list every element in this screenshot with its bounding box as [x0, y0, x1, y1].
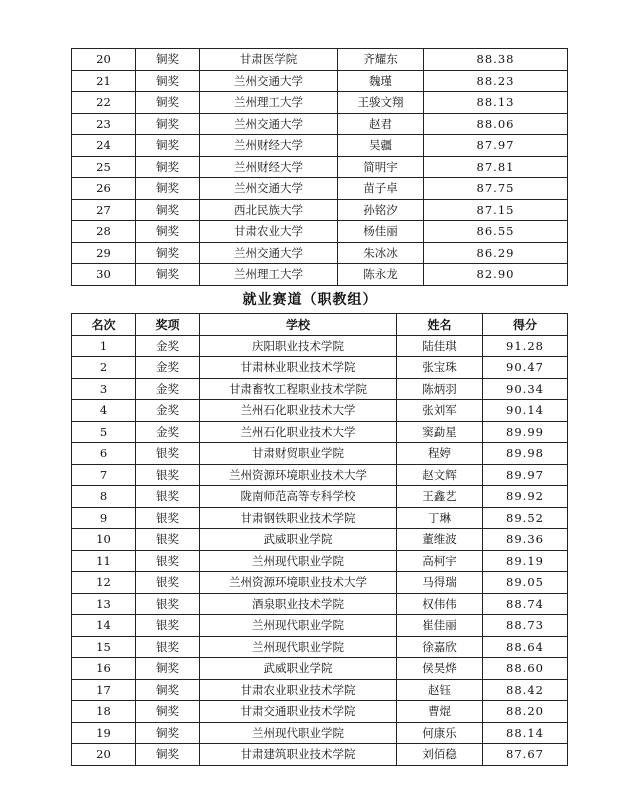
name-cell: 陆佳琪: [397, 335, 483, 357]
score-cell: 82.90: [424, 264, 568, 286]
table-row: [72, 242, 568, 264]
award-cell: 铜奖: [136, 70, 200, 92]
table-row: [72, 550, 568, 572]
award-cell: 银奖: [136, 615, 200, 637]
school-cell: 甘肃农业职业技术学院: [200, 679, 397, 701]
score-cell: 88.42: [483, 679, 568, 701]
score-cell: 89.98: [483, 443, 568, 465]
name-cell: 简明宇: [338, 156, 424, 178]
school-cell: 兰州资源环境职业技术大学: [200, 464, 397, 486]
rank-cell: 6: [72, 443, 136, 465]
name-cell: 魏瑾: [338, 70, 424, 92]
school-cell: 庆阳职业技术学院: [200, 335, 397, 357]
school-cell: 兰州交通大学: [200, 242, 338, 264]
rank-cell: 24: [72, 135, 136, 157]
rank-cell: 21: [72, 70, 136, 92]
rank-cell: 16: [72, 658, 136, 680]
name-cell: 苗子卓: [338, 178, 424, 200]
score-cell: 87.15: [424, 199, 568, 221]
results-table-vocational-body: [72, 335, 568, 765]
award-cell: 铜奖: [136, 658, 200, 680]
score-cell: 89.19: [483, 550, 568, 572]
school-cell: 兰州理工大学: [200, 92, 338, 114]
table-header-row: [72, 314, 568, 336]
score-cell: 88.74: [483, 593, 568, 615]
table-row: [72, 357, 568, 379]
school-cell: 兰州现代职业学院: [200, 636, 397, 658]
school-cell: 兰州现代职业学院: [200, 615, 397, 637]
header-school: 学校: [200, 314, 397, 336]
school-cell: 甘肃建筑职业技术学院: [200, 744, 397, 766]
rank-cell: 17: [72, 679, 136, 701]
award-cell: 银奖: [136, 550, 200, 572]
name-cell: 窦勐星: [397, 421, 483, 443]
rank-cell: 25: [72, 156, 136, 178]
name-cell: 张刘军: [397, 400, 483, 422]
name-cell: 杨佳丽: [338, 221, 424, 243]
award-cell: 铜奖: [136, 221, 200, 243]
table-row: [72, 335, 568, 357]
table-row: [72, 400, 568, 422]
award-cell: 银奖: [136, 464, 200, 486]
score-cell: 89.36: [483, 529, 568, 551]
score-cell: 87.81: [424, 156, 568, 178]
school-cell: 陇南师范高等专科学校: [200, 486, 397, 508]
award-cell: 铜奖: [136, 701, 200, 723]
rank-cell: 4: [72, 400, 136, 422]
score-cell: 90.47: [483, 357, 568, 379]
table-row: [72, 70, 568, 92]
award-cell: 铜奖: [136, 264, 200, 286]
rank-cell: 12: [72, 572, 136, 594]
table-row: [72, 221, 568, 243]
score-cell: 90.14: [483, 400, 568, 422]
school-cell: 兰州石化职业技术大学: [200, 421, 397, 443]
award-cell: 银奖: [136, 636, 200, 658]
name-cell: 张宝珠: [397, 357, 483, 379]
school-cell: 甘肃农业大学: [200, 221, 338, 243]
table-row: [72, 679, 568, 701]
rank-cell: 3: [72, 378, 136, 400]
rank-cell: 23: [72, 113, 136, 135]
score-cell: 86.55: [424, 221, 568, 243]
table-row: [72, 744, 568, 766]
table-row: [72, 178, 568, 200]
award-cell: 银奖: [136, 486, 200, 508]
score-cell: 88.23: [424, 70, 568, 92]
award-cell: 金奖: [136, 335, 200, 357]
table-row: [72, 264, 568, 286]
school-cell: 甘肃财贸职业学院: [200, 443, 397, 465]
name-cell: 程婷: [397, 443, 483, 465]
score-cell: 90.34: [483, 378, 568, 400]
award-cell: 铜奖: [136, 722, 200, 744]
name-cell: 赵钰: [397, 679, 483, 701]
table-row: [72, 378, 568, 400]
name-cell: 陈永龙: [338, 264, 424, 286]
name-cell: 朱冰冰: [338, 242, 424, 264]
rank-cell: 9: [72, 507, 136, 529]
score-cell: 88.64: [483, 636, 568, 658]
name-cell: 王骏文翔: [338, 92, 424, 114]
table-row: [72, 636, 568, 658]
score-cell: 87.75: [424, 178, 568, 200]
award-cell: 铜奖: [136, 242, 200, 264]
table-row: [72, 113, 568, 135]
school-cell: 甘肃林业职业技术学院: [200, 357, 397, 379]
school-cell: 甘肃畜牧工程职业技术学院: [200, 378, 397, 400]
rank-cell: 7: [72, 464, 136, 486]
score-cell: 88.13: [424, 92, 568, 114]
name-cell: 崔佳丽: [397, 615, 483, 637]
award-cell: 金奖: [136, 400, 200, 422]
score-cell: 87.67: [483, 744, 568, 766]
score-cell: 88.38: [424, 49, 568, 71]
score-cell: 88.06: [424, 113, 568, 135]
name-cell: 曹焜: [397, 701, 483, 723]
rank-cell: 13: [72, 593, 136, 615]
school-cell: 兰州交通大学: [200, 178, 338, 200]
rank-cell: 5: [72, 421, 136, 443]
award-cell: 铜奖: [136, 744, 200, 766]
results-table-continued: [71, 48, 568, 286]
rank-cell: 10: [72, 529, 136, 551]
school-cell: 兰州财经大学: [200, 135, 338, 157]
score-cell: 88.20: [483, 701, 568, 723]
name-cell: 赵文辉: [397, 464, 483, 486]
school-cell: 兰州资源环境职业技术大学: [200, 572, 397, 594]
table-row: [72, 722, 568, 744]
name-cell: 丁琳: [397, 507, 483, 529]
school-cell: 甘肃交通职业技术学院: [200, 701, 397, 723]
school-cell: 西北民族大学: [200, 199, 338, 221]
rank-cell: 18: [72, 701, 136, 723]
name-cell: 高柯宇: [397, 550, 483, 572]
score-cell: 88.14: [483, 722, 568, 744]
rank-cell: 20: [72, 744, 136, 766]
table-row: [72, 486, 568, 508]
table-row: [72, 92, 568, 114]
school-cell: 兰州现代职业学院: [200, 550, 397, 572]
score-cell: 89.05: [483, 572, 568, 594]
award-cell: 银奖: [136, 529, 200, 551]
rank-cell: 26: [72, 178, 136, 200]
rank-cell: 29: [72, 242, 136, 264]
rank-cell: 1: [72, 335, 136, 357]
table-row: [72, 658, 568, 680]
score-cell: 89.97: [483, 464, 568, 486]
table-row: [72, 572, 568, 594]
name-cell: 徐嘉欣: [397, 636, 483, 658]
award-cell: 铜奖: [136, 113, 200, 135]
award-cell: 银奖: [136, 507, 200, 529]
name-cell: 陈炳羽: [397, 378, 483, 400]
award-cell: 铜奖: [136, 679, 200, 701]
school-cell: 兰州现代职业学院: [200, 722, 397, 744]
school-cell: 兰州交通大学: [200, 113, 338, 135]
name-cell: 吴疆: [338, 135, 424, 157]
award-cell: 铜奖: [136, 156, 200, 178]
name-cell: 齐耀东: [338, 49, 424, 71]
school-cell: 武威职业学院: [200, 529, 397, 551]
name-cell: 董维波: [397, 529, 483, 551]
name-cell: 王鑫艺: [397, 486, 483, 508]
award-cell: 铜奖: [136, 178, 200, 200]
name-cell: 何康乐: [397, 722, 483, 744]
score-cell: 89.52: [483, 507, 568, 529]
award-cell: 铜奖: [136, 135, 200, 157]
school-cell: 兰州理工大学: [200, 264, 338, 286]
score-cell: 91.28: [483, 335, 568, 357]
award-cell: 铜奖: [136, 92, 200, 114]
header-rank: 名次: [72, 314, 136, 336]
score-cell: 88.73: [483, 615, 568, 637]
school-cell: 兰州财经大学: [200, 156, 338, 178]
table-row: [72, 49, 568, 71]
award-cell: 铜奖: [136, 49, 200, 71]
award-cell: 银奖: [136, 572, 200, 594]
award-cell: 银奖: [136, 593, 200, 615]
school-cell: 甘肃钢铁职业技术学院: [200, 507, 397, 529]
award-cell: 金奖: [136, 421, 200, 443]
score-cell: 86.29: [424, 242, 568, 264]
rank-cell: 19: [72, 722, 136, 744]
table-row: [72, 593, 568, 615]
rank-cell: 30: [72, 264, 136, 286]
rank-cell: 15: [72, 636, 136, 658]
name-cell: 孙铭汐: [338, 199, 424, 221]
score-cell: 87.97: [424, 135, 568, 157]
table-row: [72, 199, 568, 221]
table-row: [72, 507, 568, 529]
name-cell: 权伟伟: [397, 593, 483, 615]
award-cell: 银奖: [136, 443, 200, 465]
rank-cell: 2: [72, 357, 136, 379]
table-row: [72, 701, 568, 723]
table-row: [72, 135, 568, 157]
score-cell: 89.99: [483, 421, 568, 443]
school-cell: 武威职业学院: [200, 658, 397, 680]
table-row: [72, 615, 568, 637]
table-row: [72, 529, 568, 551]
table-row: [72, 156, 568, 178]
school-cell: 兰州交通大学: [200, 70, 338, 92]
score-cell: 89.92: [483, 486, 568, 508]
rank-cell: 22: [72, 92, 136, 114]
results-table-continued-body: [72, 49, 568, 286]
header-award: 奖项: [136, 314, 200, 336]
table-row: [72, 443, 568, 465]
award-cell: 金奖: [136, 357, 200, 379]
name-cell: 赵君: [338, 113, 424, 135]
rank-cell: 8: [72, 486, 136, 508]
header-name: 姓名: [397, 314, 483, 336]
score-cell: 88.60: [483, 658, 568, 680]
name-cell: 马得瑞: [397, 572, 483, 594]
rank-cell: 11: [72, 550, 136, 572]
rank-cell: 14: [72, 615, 136, 637]
school-cell: 甘肃医学院: [200, 49, 338, 71]
results-table-vocational: [71, 313, 568, 766]
name-cell: 刘佰稳: [397, 744, 483, 766]
award-cell: 金奖: [136, 378, 200, 400]
rank-cell: 20: [72, 49, 136, 71]
table-row: [72, 421, 568, 443]
rank-cell: 27: [72, 199, 136, 221]
header-score: 得分: [483, 314, 568, 336]
rank-cell: 28: [72, 221, 136, 243]
school-cell: 酒泉职业技术学院: [200, 593, 397, 615]
section-title: 就业赛道（职教组）: [242, 292, 378, 308]
name-cell: 侯昊烨: [397, 658, 483, 680]
table-row: [72, 464, 568, 486]
school-cell: 兰州石化职业技术大学: [200, 400, 397, 422]
award-cell: 铜奖: [136, 199, 200, 221]
